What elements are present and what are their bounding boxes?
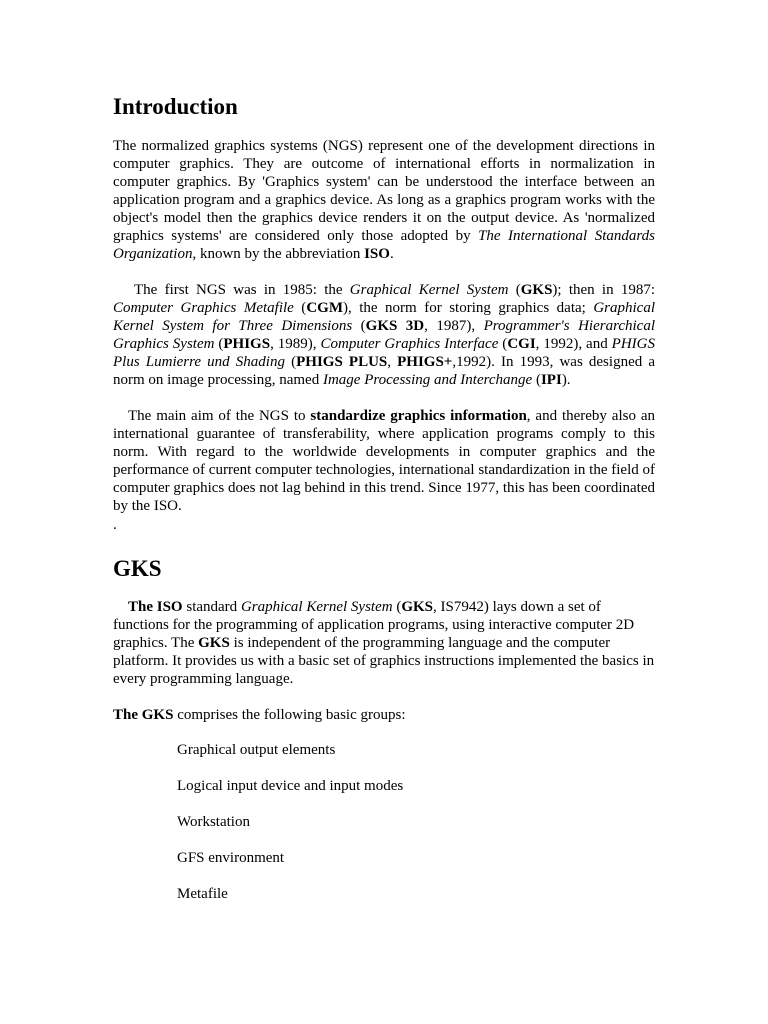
heading-gks: GKS	[113, 556, 162, 581]
intro-paragraph-3	[113, 407, 655, 515]
text-segment: (	[293, 300, 307, 316]
text-segment: , and thereby also an international guarantee of transferability, where application programs comply to this norm. With regard to the worldwide developments in computer graphics and the performance of current computer technologies, international standardization in the field of computer graphics does not lag behind in this trend. Since 1977, this has been coordinated by the ISO.	[113, 408, 655, 514]
text-segment: standard	[182, 599, 241, 615]
italic-term: Programmer's Hierarchical Graphics System	[113, 318, 655, 352]
text-segment: is independent of the programming language and the computer platform. It provides us with a basic set of graphics instructions implemented the basics in every programming language.	[113, 635, 655, 687]
text-segment: ), the norm for storing graphics data;	[342, 300, 594, 316]
text-segment: ).	[561, 372, 571, 388]
bold-term: ISO	[364, 246, 390, 262]
list-item: Graphical output elements	[177, 742, 336, 758]
bold-term: CGI	[507, 336, 536, 352]
text-segment: ,	[387, 354, 398, 370]
list-item: Metafile	[177, 886, 228, 902]
bold-term: PHIGS PLUS	[296, 354, 388, 370]
text-segment: .	[389, 246, 394, 262]
text-segment: (	[508, 282, 521, 298]
text-segment: The first NGS was in 1985: the	[134, 282, 350, 298]
bold-term: GKS	[520, 282, 553, 298]
text-segment: , 1992), and	[535, 336, 612, 352]
text-segment: , IS7942) lays down a set of functions for the programming of application programs, using interactive computer 2D graphics. The	[113, 599, 635, 651]
italic-term: Image Processing and Interchange	[322, 372, 533, 388]
bold-term: standardize graphics information	[310, 408, 527, 424]
gks-groups-list	[177, 741, 655, 903]
italic-term: Graphical Kernel System for Three Dimensions	[113, 300, 655, 334]
text-segment: comprises the following basic groups:	[173, 707, 406, 723]
text-segment: (	[214, 336, 224, 352]
text-segment: , 1987),	[424, 318, 484, 334]
list-item: Workstation	[177, 814, 250, 830]
bold-term: GKS 3D	[365, 318, 425, 334]
heading-introduction: Introduction	[113, 94, 238, 119]
italic-term: The International Standards Organization	[113, 228, 655, 262]
gks-paragraph-2	[113, 706, 655, 724]
text-segment: The main aim of the NGS to	[128, 408, 311, 424]
italic-term: Computer Graphics Interface	[320, 336, 499, 352]
text-segment: ,1992). In 1993, was designed a norm on image processing, named	[113, 354, 656, 388]
bold-term: CGM	[306, 300, 343, 316]
gks-paragraph-1	[113, 598, 655, 688]
italic-term: Graphical Kernel System	[349, 282, 509, 298]
list-item: Logical input device and input modes	[177, 778, 404, 794]
text-segment: (	[352, 318, 366, 334]
italic-term: PHIGS Plus Lumierre und Shading	[113, 336, 655, 370]
text-segment: (	[284, 354, 297, 370]
italic-term: Graphical Kernel System	[240, 599, 393, 615]
text-segment: ); then in 1987:	[552, 282, 656, 298]
bold-term: The ISO	[128, 599, 183, 615]
bold-term: IPI	[540, 372, 562, 388]
italic-term: Computer Graphics Metafile	[113, 300, 294, 316]
text-segment: The normalized graphics systems (NGS) represent one of the development directions in computer graphics. They are outcome of international efforts in normalization in computer graphics. By 'Graphics system' can be understood the interface between an application program and a graphics device. As long as a graphics program works with the object's model then the graphics device renders it on the output device. As 'normalized graphics systems' are considered only those adopted by	[113, 138, 655, 244]
text-segment: (	[392, 599, 402, 615]
bold-term: PHIGS+	[397, 354, 453, 370]
bold-term: GKS	[198, 635, 230, 651]
bold-term: GKS	[401, 599, 434, 615]
text-segment: (	[532, 372, 541, 388]
text-segment: , 1989),	[270, 336, 321, 352]
list-item: GFS environment	[177, 850, 285, 866]
text-segment: , known by the abbreviation	[192, 246, 365, 262]
stray-dot: .	[113, 517, 117, 533]
intro-paragraph-1	[113, 137, 655, 263]
text-segment: (	[498, 336, 508, 352]
document-page	[113, 92, 655, 903]
intro-paragraph-2	[113, 281, 655, 389]
bold-term: The GKS	[113, 707, 174, 723]
bold-term: PHIGS	[223, 336, 271, 352]
